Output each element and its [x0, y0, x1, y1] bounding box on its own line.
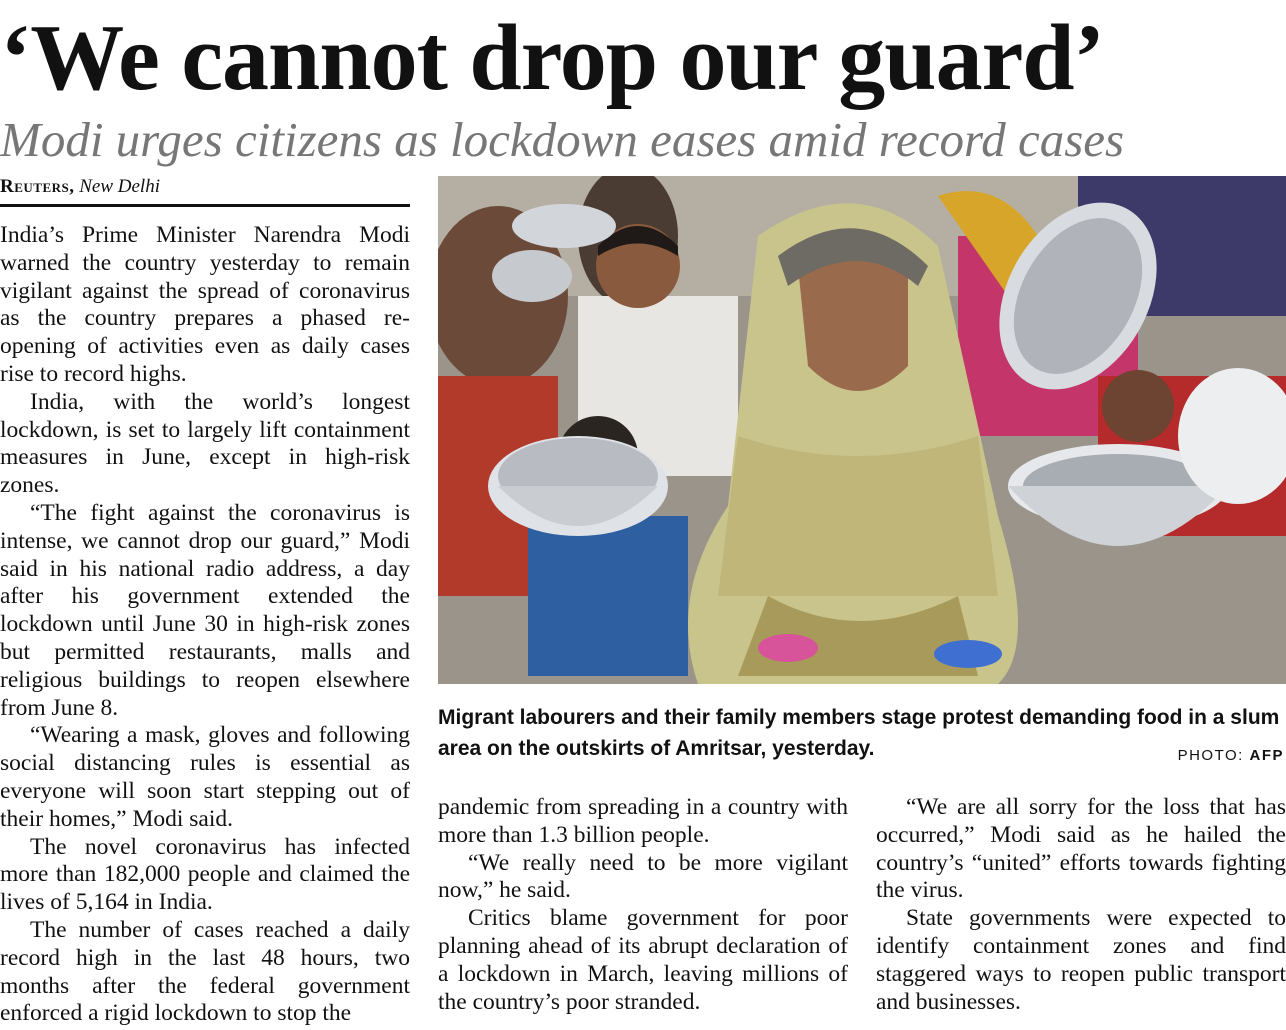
paragraph: pandemic from spreading in a country with more than 1.3 billion people. — [438, 794, 848, 848]
paragraph: India’s Prime Minister Narendra Modi warned the country yesterday to remain vigilant against the spread of coronavirus as the country prepares a phased re-opening of activities even as daily cases rise to record highs. — [0, 222, 410, 387]
photo-credit-label: PHOTO: — [1177, 747, 1244, 764]
paragraph: “We really need to be more vigilant now,” he said. — [438, 849, 848, 904]
headline: ‘We cannot drop our guard’ — [0, 6, 1104, 110]
photo-credit — [1178, 747, 1284, 764]
article-column-2 — [438, 794, 848, 1016]
byline-agency: Reuters, — [0, 176, 75, 197]
paragraph: The novel coronavirus has infected more than 182,000 people and claimed the lives of 5,164 in India. — [0, 833, 410, 916]
subheadline: Modi urges citizens as lockdown eases amid record cases — [0, 112, 1125, 167]
article-column-1 — [0, 222, 410, 1028]
paragraph: “Wearing a mask, gloves and following social distancing rules is essential as everyone will soon start stepping out of their homes,” Modi said. — [0, 722, 410, 832]
paragraph: The number of cases reached a daily record high in the last 48 hours, two months after the federal government enforced a rigid lockdown to stop the — [0, 916, 410, 1027]
paragraph: “The fight against the coronavirus is intense, we cannot drop our guard,” Modi said in his national radio address, a day after his government extended the lockdown until June 30 in high-risk zones but permitted restaurants, malls and religious buildings to reopen elsewhere from June 8. — [0, 499, 410, 721]
paragraph: Critics blame government for poor planning ahead of its abrupt declaration of a lockdown in March, leaving millions of the country’s poor stranded. — [438, 905, 848, 1015]
photo-caption: Migrant labourers and their family members stage protest demanding food in a slum area on the outskirts of Amritsar, yesterday. — [438, 706, 1280, 760]
byline — [0, 172, 410, 207]
byline-place: New Delhi — [79, 176, 160, 197]
article-column-3 — [876, 794, 1286, 1016]
news-photo — [438, 176, 1286, 684]
paragraph: India, with the world’s longest lockdown, is set to largely lift containment measures in June, except in high-risk zones. — [0, 388, 410, 499]
photo-illustration — [438, 176, 1286, 684]
paragraph: “We are all sorry for the loss that has occurred,” Modi said as he hailed the country’s “united” efforts towards fighting the virus. — [876, 794, 1286, 904]
paragraph: State governments were expected to identify containment zones and find staggered ways to reopen public transport and businesses. — [876, 905, 1286, 1015]
photo-credit-source: AFP — [1249, 747, 1284, 764]
